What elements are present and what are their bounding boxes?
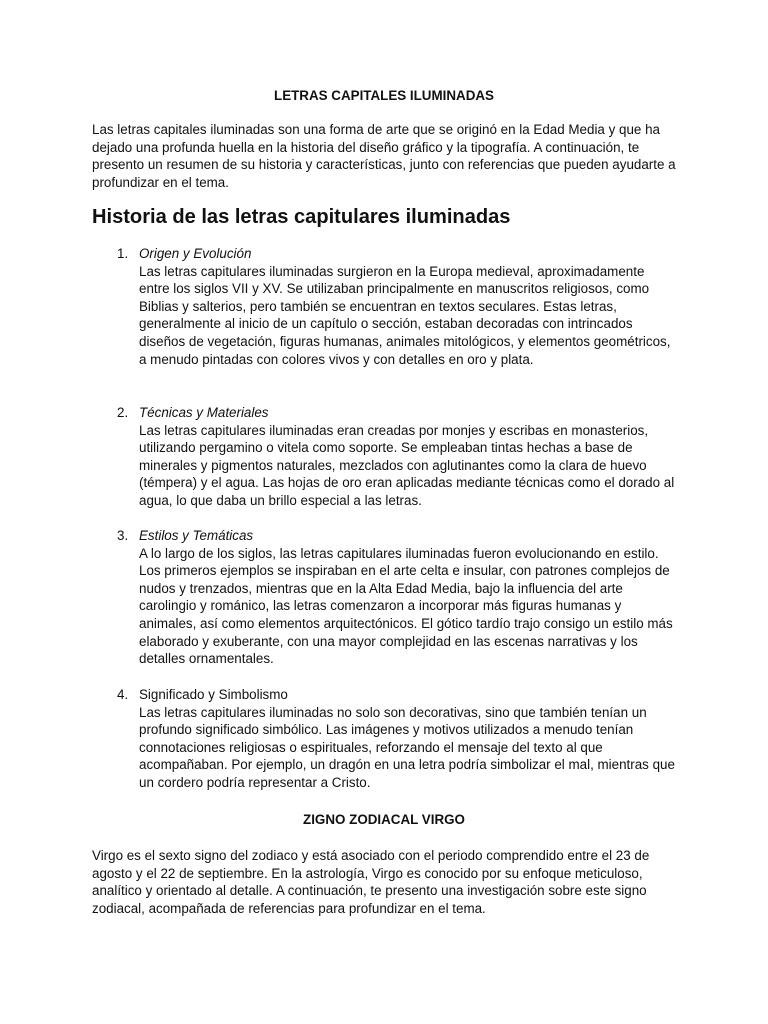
list-item-number: 4. [117,687,129,702]
list-item-title: Estilos y Temáticas [139,528,254,543]
section-title-virgo: ZIGNO ZODIACAL VIRGO [303,812,465,827]
list-item-text: A lo largo de los siglos, las letras capitulares iluminadas fueron evolucionando en estilo. Los primeros ejemplos se inspiraban en el arte celta e insular, con patrones complejos de nudos y trenzados, mientras que en la Alta Edad Media, bajo la influencia del arte carolingio y románico, las letras comenzaron a incorporar más figuras humanas y animales, así como elementos arquitectónicos. El gótico tardío trajo consigo un estilo más elaborado y exuberante, con una mayor complejidad en las escenas narrativas y los detalles ornamentales. [139,545,673,667]
list-item-title: Técnicas y Materiales [139,405,269,420]
list-item-text: Las letras capitulares iluminadas surgieron en la Europa medieval, aproximadamente entre los siglos VII y XV. Se utilizaban principalmente en manuscritos religiosos, como Biblias y salterios, pero también se encuentran en textos seculares. Estas letras, generalmente al inicio de un capítulo o sección, estaban decoradas con intrincados diseños de vegetación, figuras humanas, animales mitológicos, y elementos geométricos, a menudo pintadas con colores vivos y con detalles en oro y plata. [139,263,671,367]
list-item-number: 2. [117,405,129,420]
list-item [117,686,676,792]
list-item-content [139,527,676,668]
list-item-content [139,686,676,792]
list-item [117,527,676,668]
list-item-title: Significado y Simbolismo [139,687,288,702]
section-heading: Historia de las letras capitulares iluminadas [92,206,511,228]
list-item-content [139,245,676,368]
list-item-text: Las letras capitulares iluminadas eran creadas por monjes y escribas en monasterios, utilizando pergamino o vitela como soporte. Se empleaban tintas hechas a base de minerales y pigmentos naturales, mezclados con aglutinantes como la clara de huevo (témpera) y el agua. Las hojas de oro eran aplicadas mediante técnicas como el dorado al agua, lo que daba un brillo especial a las letras. [139,422,675,508]
list-item [117,245,676,368]
virgo-paragraph: Virgo es el sexto signo del zodiaco y está asociado con el periodo comprendido entre el 23 de agosto y el 22 de septiembre. En la astrología, Virgo es conocido por su enfoque meticuloso, analítico y orientado al detalle. A continuación, te presento una investigación sobre este signo zodiacal, acompañada de referencias para profundizar en el tema. [92,848,650,916]
list-item [117,404,676,510]
intro-paragraph: Las letras capitales iluminadas son una forma de arte que se originó en la Edad Media y que ha dejado una profunda huella en la historia del diseño gráfico y la tipografía. A continuación, te presento un resumen de su historia y características, junto con referencias que pueden ayudarte a profundizar en el tema. [92,122,676,190]
list-item-title: Origen y Evolución [139,246,252,261]
list-item-number: 1. [117,246,129,261]
list-item-content [139,404,676,510]
list-item-text: Las letras capitulares iluminadas no solo son decorativas, sino que también tenían un profundo significado simbólico. Las imágenes y motivos utilizados a menudo tenían connotaciones religiosas o espirituales, reforzando el mensaje del texto al que acompañaban. Por ejemplo, un dragón en una letra podría simbolizar el mal, mientras que un cordero podría representar a Cristo. [139,704,675,790]
list-item-number: 3. [117,528,129,543]
page-title: LETRAS CAPITALES ILUMINADAS [274,88,494,103]
